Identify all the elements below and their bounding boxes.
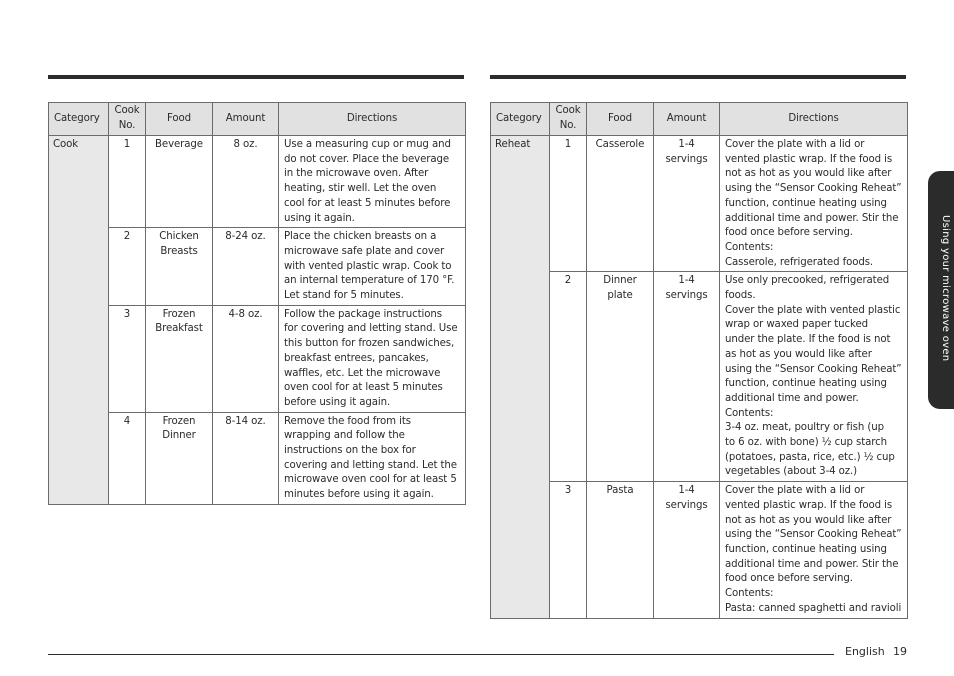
directions-cell-line: (potatoes, pasta, rice, etc.) ½ cup — [725, 451, 895, 463]
directions-cell-line: Follow the package instructions — [284, 308, 442, 320]
food-cell-line: Beverage — [155, 139, 203, 150]
directions-cell-line: Cover the plate with vented plastic — [725, 304, 901, 316]
directions-cell-line: minutes before using it again. — [284, 489, 434, 501]
table-row — [491, 482, 908, 618]
directions-cell-line: Casserole, refrigerated foods. — [725, 256, 874, 268]
header-directions: Directions — [279, 103, 466, 136]
directions-cell-line: in the microwave oven. After — [284, 168, 429, 180]
header-food: Food — [587, 103, 654, 136]
directions-cell-line: food once before serving. — [725, 227, 853, 239]
directions-cell-line: to 6 oz. with bone) ½ cup starch — [725, 437, 887, 449]
directions-cell-line: Use a measuring cup or mug and — [284, 139, 451, 150]
directions-cell-line: this button for frozen sandwiches, — [284, 338, 455, 350]
directions-cell-line: function, continue heating using — [725, 378, 887, 390]
directions-cell-line: Pasta: canned spaghetti and ravioli — [725, 602, 902, 614]
directions-cell-line: using the “Sensor Cooking Reheat” — [725, 363, 902, 375]
directions-cell-line: Use only precooked, refrigerated — [725, 275, 890, 287]
food-cell-line: Dinner — [162, 430, 196, 442]
category-cell: Cook — [49, 136, 109, 505]
amount-cell — [654, 136, 720, 272]
directions-cell-line: microwave oven cool for at least 5 — [284, 474, 457, 486]
food-cell — [146, 305, 213, 412]
amount-cell — [654, 482, 720, 618]
directions-cell-line: using the “Sensor Cooking Reheat” — [725, 529, 902, 541]
amount-cell-line: 4-8 oz. — [228, 308, 263, 320]
directions-cell-line: Contents: — [725, 241, 774, 253]
table-row — [49, 412, 466, 504]
cook-no-cell: 2 — [550, 272, 587, 482]
table-row — [491, 136, 908, 272]
directions-cell-line: not as hot as you would like after — [725, 168, 892, 180]
food-cell-line: Casserole — [595, 139, 645, 150]
directions-cell-line: Cover the plate with a lid or — [725, 139, 865, 150]
food-cell — [146, 228, 213, 306]
food-cell-line: Breasts — [160, 245, 198, 257]
amount-cell — [213, 136, 279, 228]
cook-no-cell: 3 — [550, 482, 587, 618]
directions-cell-line: Let stand for 5 minutes. — [284, 290, 404, 302]
header-amount: Amount — [654, 103, 720, 136]
directions-cell-line: with vented plastic wrap. Cook to — [284, 260, 452, 272]
amount-cell-line: 8-24 oz. — [225, 231, 266, 243]
directions-cell-line: do not cover. Place the beverage — [284, 153, 449, 165]
directions-cell-line: before using it again. — [284, 396, 391, 408]
directions-cell — [279, 412, 466, 504]
food-cell-line: plate — [607, 290, 633, 302]
category-cell: Reheat — [491, 136, 550, 619]
directions-cell-line: microwave safe plate and cover — [284, 245, 445, 257]
food-cell — [146, 136, 213, 228]
directions-cell-line: wrap or waxed paper tucked — [725, 319, 868, 331]
amount-cell — [213, 412, 279, 504]
directions-cell-line: vented plastic wrap. If the food is — [725, 153, 893, 165]
header-amount: Amount — [213, 103, 279, 136]
cook-no-cell: 4 — [109, 412, 146, 504]
directions-cell-line: not as hot as you would like after — [725, 514, 892, 526]
header-directions: Directions — [720, 103, 908, 136]
directions-cell-line: Contents: — [725, 407, 774, 419]
directions-cell-line: heating, stir well. Let the oven — [284, 183, 437, 195]
food-cell-line: Breakfast — [155, 323, 203, 335]
cook-no-cell: 2 — [109, 228, 146, 306]
directions-cell-line: vented plastic wrap. If the food is — [725, 499, 893, 511]
amount-cell — [213, 305, 279, 412]
footer-rule — [48, 654, 834, 655]
table-row — [49, 228, 466, 306]
directions-cell-line: additional time and power. — [725, 392, 859, 404]
cook-table — [48, 102, 466, 505]
directions-cell-line: under the plate. If the food is not — [725, 334, 891, 346]
amount-cell-line: 1-4 — [678, 275, 695, 287]
directions-cell-line: waffles, etc. Let the microwave — [284, 367, 441, 379]
directions-cell-line: additional time and power. Stir the — [725, 212, 899, 224]
reheat-table — [490, 102, 908, 619]
directions-cell-line: vegetables (about 3-4 oz.) — [725, 466, 858, 478]
header-cook-no: Cook No. — [550, 103, 587, 136]
directions-cell-line: oven cool for at least 5 minutes — [284, 382, 443, 394]
directions-cell — [720, 482, 908, 618]
amount-cell-line: servings — [665, 153, 708, 165]
cook-no-cell: 1 — [109, 136, 146, 228]
food-cell — [146, 412, 213, 504]
header-category: Category — [491, 103, 550, 136]
cook-no-cell: 3 — [109, 305, 146, 412]
header-cook-no: Cook No. — [109, 103, 146, 136]
amount-cell-line: 8-14 oz. — [225, 415, 266, 427]
directions-cell-line: an internal temperature of 170 °F. — [284, 275, 455, 287]
chapter-tab-label: Using your microwave oven — [940, 215, 951, 362]
food-cell — [587, 136, 654, 272]
section-rule-left — [48, 75, 464, 79]
directions-cell — [720, 272, 908, 482]
directions-cell-line: function, continue heating using — [725, 543, 887, 555]
food-cell-line: Pasta — [606, 485, 634, 497]
directions-cell-line: additional time and power. Stir the — [725, 558, 899, 570]
footer-language: English — [845, 645, 885, 658]
header-food: Food — [146, 103, 213, 136]
directions-cell-line: Contents: — [725, 588, 774, 600]
directions-cell-line: Place the chicken breasts on a — [284, 231, 437, 243]
food-cell-line: Dinner — [603, 275, 637, 287]
amount-cell-line: 8 oz. — [233, 139, 258, 150]
directions-cell-line: function, continue heating using — [725, 197, 887, 209]
section-rule-right — [490, 75, 906, 79]
directions-cell-line: using the “Sensor Cooking Reheat” — [725, 183, 902, 195]
cook-no-cell: 1 — [550, 136, 587, 272]
table-row — [491, 272, 908, 482]
directions-cell-line: as hot as you would like after — [725, 348, 872, 360]
directions-cell-line: for covering and letting stand. Use — [284, 323, 458, 335]
amount-cell-line: servings — [665, 499, 708, 511]
directions-cell — [279, 305, 466, 412]
directions-cell — [279, 228, 466, 306]
directions-cell-line: wrapping and follow the — [284, 430, 405, 442]
amount-cell — [654, 272, 720, 482]
food-cell — [587, 482, 654, 618]
directions-cell-line: foods. — [725, 290, 756, 302]
header-category: Category — [49, 103, 109, 136]
table-header-row — [49, 103, 466, 136]
table-row — [49, 136, 466, 228]
page-number: 19 — [893, 645, 907, 658]
food-cell-line: Frozen — [162, 415, 196, 427]
directions-cell-line: instructions on the box for — [284, 445, 416, 457]
amount-cell-line: servings — [665, 290, 708, 302]
table-header-row — [491, 103, 908, 136]
amount-cell-line: 1-4 — [678, 139, 695, 150]
directions-cell-line: Remove the food from its — [284, 415, 411, 427]
directions-cell-line: food once before serving. — [725, 573, 853, 585]
amount-cell — [213, 228, 279, 306]
directions-cell-line: Cover the plate with a lid or — [725, 485, 865, 497]
directions-cell — [720, 136, 908, 272]
directions-cell-line: using it again. — [284, 212, 355, 224]
amount-cell-line: 1-4 — [678, 485, 695, 497]
table-row — [49, 305, 466, 412]
food-cell-line: Frozen — [162, 308, 196, 320]
food-cell-line: Chicken — [159, 231, 199, 243]
directions-cell — [279, 136, 466, 228]
directions-cell-line: breakfast entrees, pancakes, — [284, 352, 429, 364]
food-cell — [587, 272, 654, 482]
directions-cell-line: cool for at least 5 minutes before — [284, 197, 451, 209]
directions-cell-line: covering and letting stand. Let the — [284, 459, 457, 471]
directions-cell-line: 3-4 oz. meat, poultry or fish (up — [725, 422, 884, 434]
